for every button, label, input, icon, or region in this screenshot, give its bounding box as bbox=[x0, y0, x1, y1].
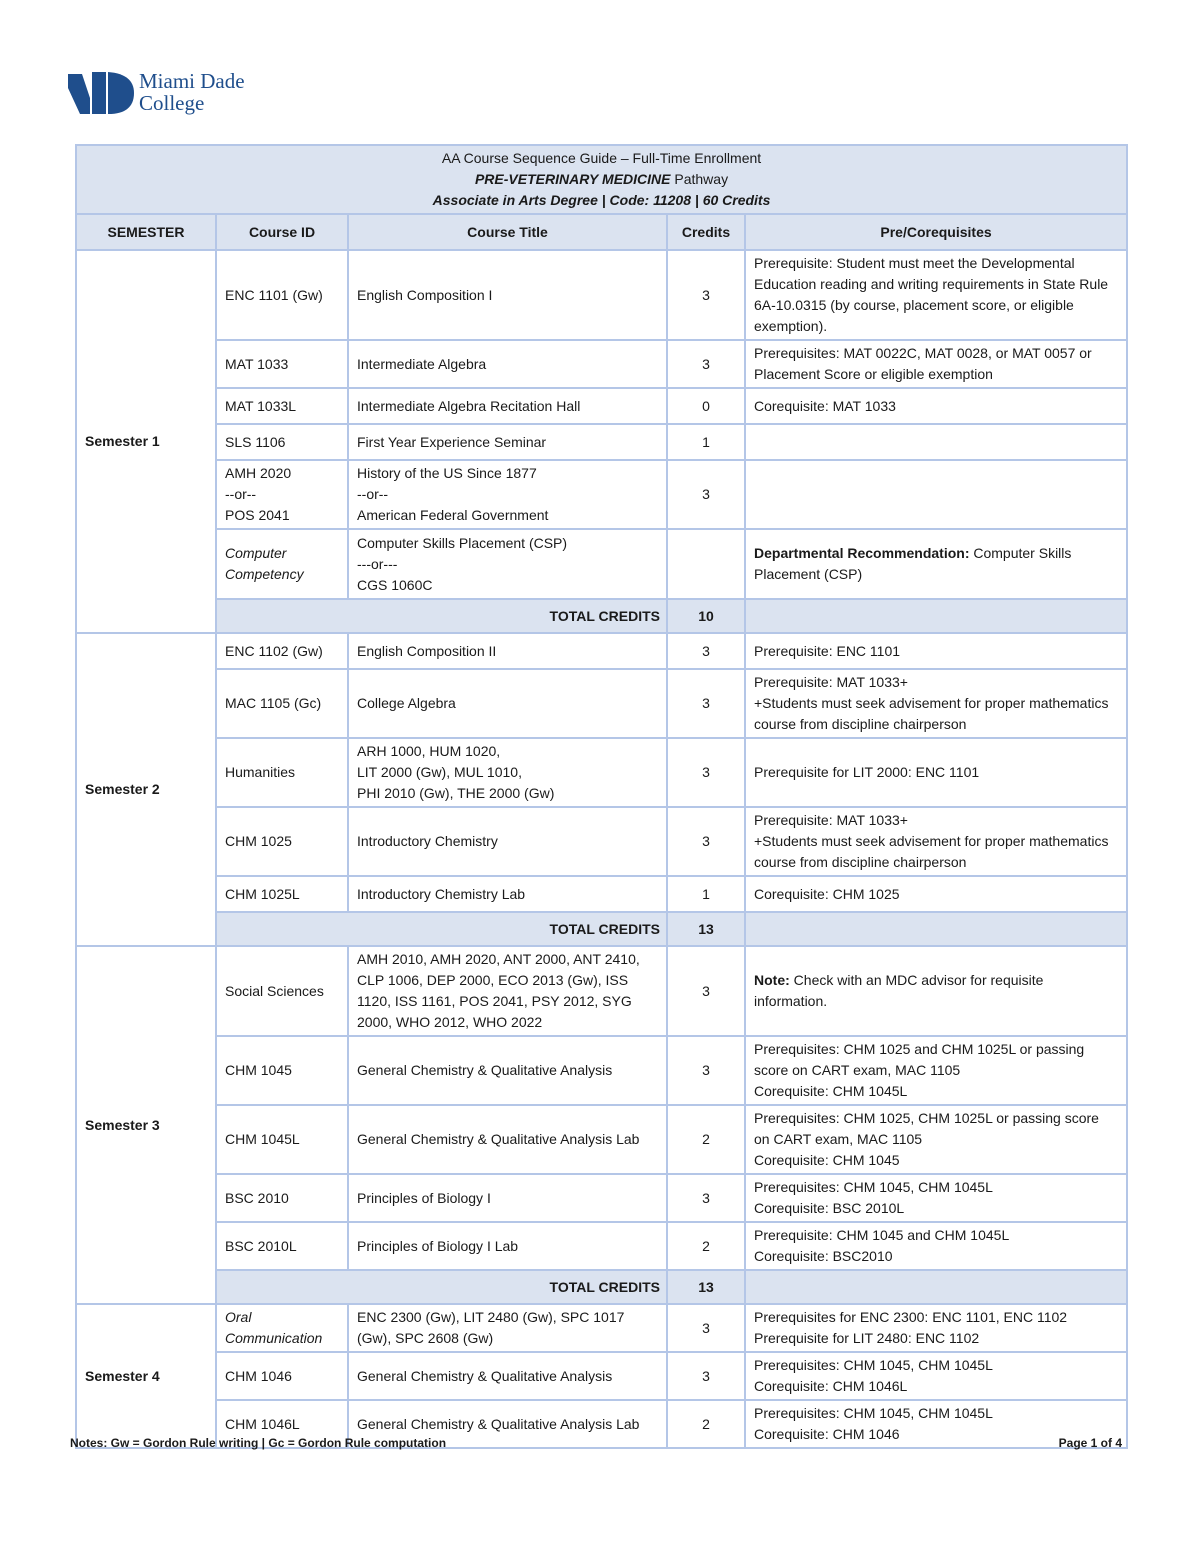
course-id: Social Sciences bbox=[216, 946, 348, 1036]
course-title: Introductory Chemistry bbox=[348, 807, 667, 876]
course-id: ENC 1101 (Gw) bbox=[216, 250, 348, 340]
course-credits: 3 bbox=[667, 807, 745, 876]
table-row bbox=[76, 807, 1127, 876]
requisite-line: Corequisite: CHM 1045L bbox=[754, 1083, 908, 1099]
table-row bbox=[76, 876, 1127, 912]
table-row bbox=[76, 529, 1127, 599]
course-title: General Chemistry & Qualitative Analysis bbox=[348, 1352, 667, 1400]
course-credits: 3 bbox=[667, 738, 745, 807]
requisite-line: Prerequisites: CHM 1025 and CHM 1025L or passing score on CART exam, MAC 1105 bbox=[754, 1041, 1085, 1078]
logo-line-2: College bbox=[139, 91, 205, 115]
course-requisites bbox=[745, 669, 1127, 738]
table-row bbox=[76, 424, 1127, 460]
or-separator: --or-- bbox=[357, 486, 389, 502]
requisite-line: Corequisite: BSC2010 bbox=[754, 1248, 893, 1264]
course-sequence-table bbox=[75, 144, 1128, 1449]
total-credits-label: TOTAL CREDITS bbox=[216, 1270, 667, 1304]
logo-text bbox=[139, 70, 245, 114]
course-requisites bbox=[745, 460, 1127, 529]
course-id: BSC 2010L bbox=[216, 1222, 348, 1270]
course-credits: 1 bbox=[667, 876, 745, 912]
table-row bbox=[76, 250, 1127, 340]
course-id-option-2: POS 2041 bbox=[225, 507, 290, 523]
course-title-option-2: CGS 1060C bbox=[357, 576, 433, 593]
total-empty-cell bbox=[745, 1270, 1127, 1304]
requisite-line: Prerequisite for LIT 2480: ENC 1102 bbox=[754, 1330, 980, 1346]
table-row bbox=[76, 388, 1127, 424]
course-title bbox=[348, 529, 667, 599]
table-row bbox=[76, 946, 1127, 1036]
course-id: MAC 1105 (Gc) bbox=[216, 669, 348, 738]
course-requisites bbox=[745, 1174, 1127, 1222]
course-title: AMH 2010, AMH 2020, ANT 2000, ANT 2410, CLP 1006, DEP 2000, ECO 2013 (Gw), ISS 1120, ISS 1161, POS 2041, PSY 2012, SYG 2000, WHO 2012, WHO 2022 bbox=[348, 946, 667, 1036]
semester-1-label: Semester 1 bbox=[76, 250, 216, 633]
course-id: CHM 1046 bbox=[216, 1352, 348, 1400]
course-title-line: ARH 1000, HUM 1020, bbox=[357, 743, 501, 759]
requisite-text: Check with an MDC advisor for requisite information. bbox=[754, 972, 1044, 1009]
semester-2-label: Semester 2 bbox=[76, 633, 216, 946]
course-credits: 3 bbox=[667, 250, 745, 340]
course-title: General Chemistry & Qualitative Analysis Lab bbox=[348, 1105, 667, 1174]
course-credits: 3 bbox=[667, 1174, 745, 1222]
course-requisites bbox=[745, 1304, 1127, 1352]
course-id: CHM 1025 bbox=[216, 807, 348, 876]
course-requisites bbox=[745, 1222, 1127, 1270]
course-id: CHM 1045L bbox=[216, 1105, 348, 1174]
requisite-line: Prerequisites: CHM 1045, CHM 1045L bbox=[754, 1405, 993, 1421]
table-row bbox=[76, 1174, 1127, 1222]
course-id bbox=[216, 460, 348, 529]
requisite-line: Prerequisites: CHM 1025, CHM 1025L or passing score on CART exam, MAC 1105 bbox=[754, 1110, 1099, 1147]
course-credits: 1 bbox=[667, 424, 745, 460]
requisite-label: Departmental Recommendation: bbox=[754, 545, 970, 561]
total-credits-value: 13 bbox=[667, 1270, 745, 1304]
course-title-line: LIT 2000 (Gw), MUL 1010, bbox=[357, 764, 522, 780]
course-title: General Chemistry & Qualitative Analysis Lab bbox=[348, 1400, 667, 1448]
table-row bbox=[76, 340, 1127, 388]
table-row bbox=[76, 738, 1127, 807]
course-requisites bbox=[745, 1352, 1127, 1400]
table-row bbox=[76, 1105, 1127, 1174]
course-credits: 3 bbox=[667, 1036, 745, 1105]
course-id: Humanities bbox=[216, 738, 348, 807]
course-requisites: Corequisite: MAT 1033 bbox=[745, 388, 1127, 424]
col-credits: Credits bbox=[667, 214, 745, 250]
course-title: College Algebra bbox=[348, 669, 667, 738]
requisite-line: +Students must seek advisement for proper mathematics course from discipline chairperson bbox=[754, 833, 1109, 870]
footer-notes: Notes: Gw = Gordon Rule writing | Gc = Gordon Rule computation bbox=[70, 1436, 447, 1450]
semester-4-label: Semester 4 bbox=[76, 1304, 216, 1448]
requisite-line: Prerequisites: CHM 1045, CHM 1045L bbox=[754, 1179, 993, 1195]
requisite-line: Prerequisites for ENC 2300: ENC 1101, ENC 1102 bbox=[754, 1309, 1068, 1325]
requisite-text: Computer Skills Placement (CSP) bbox=[754, 545, 1072, 582]
course-credits: 3 bbox=[667, 946, 745, 1036]
total-row bbox=[76, 599, 1127, 633]
course-requisites bbox=[745, 424, 1127, 460]
course-title: English Composition I bbox=[348, 250, 667, 340]
requisite-line: +Students must seek advisement for proper mathematics course from discipline chairperson bbox=[754, 695, 1109, 732]
course-title: First Year Experience Seminar bbox=[348, 424, 667, 460]
course-title: Introductory Chemistry Lab bbox=[348, 876, 667, 912]
course-credits: 2 bbox=[667, 1222, 745, 1270]
course-credits bbox=[667, 529, 745, 599]
semester-3-label: Semester 3 bbox=[76, 946, 216, 1304]
course-title-option-2: American Federal Government bbox=[357, 507, 549, 523]
course-id: CHM 1045 bbox=[216, 1036, 348, 1105]
logo-mark-icon bbox=[68, 68, 134, 116]
requisite-line: Prerequisite: CHM 1045 and CHM 1045L bbox=[754, 1227, 1010, 1243]
course-id: CHM 1046L bbox=[216, 1400, 348, 1448]
course-id: CHM 1025L bbox=[216, 876, 348, 912]
course-requisites bbox=[745, 1036, 1127, 1105]
table-header-banner bbox=[76, 145, 1127, 214]
total-empty-cell bbox=[745, 912, 1127, 946]
col-requisites: Pre/Corequisites bbox=[745, 214, 1127, 250]
logo-line-1: Miami Dade bbox=[139, 69, 245, 93]
table-row bbox=[76, 1352, 1127, 1400]
requisite-line: Corequisite: CHM 1046L bbox=[754, 1378, 908, 1394]
requisite-label: Note: bbox=[754, 972, 790, 988]
course-requisites: Prerequisite: Student must meet the Developmental Education reading and writing requirements in State Rule 6A-10.0315 (by course, placement score, or eligible exemption). bbox=[745, 250, 1127, 340]
course-title: Intermediate Algebra bbox=[348, 340, 667, 388]
course-id: SLS 1106 bbox=[216, 424, 348, 460]
course-credits: 3 bbox=[667, 340, 745, 388]
course-title: ENC 2300 (Gw), LIT 2480 (Gw), SPC 1017 (Gw), SPC 2608 (Gw) bbox=[348, 1304, 667, 1352]
course-title: Intermediate Algebra Recitation Hall bbox=[348, 388, 667, 424]
requisite-line: Corequisite: CHM 1045 bbox=[754, 1152, 900, 1168]
guide-title: AA Course Sequence Guide – Full-Time Enrollment bbox=[441, 150, 762, 166]
table-row bbox=[76, 1304, 1127, 1352]
college-logo bbox=[68, 68, 268, 118]
total-credits-label: TOTAL CREDITS bbox=[216, 599, 667, 633]
course-requisites: Corequisite: CHM 1025 bbox=[745, 876, 1127, 912]
course-credits: 2 bbox=[667, 1105, 745, 1174]
table-row bbox=[76, 669, 1127, 738]
total-credits-value: 13 bbox=[667, 912, 745, 946]
column-header-row bbox=[76, 214, 1127, 250]
course-requisites bbox=[745, 807, 1127, 876]
course-requisites: Prerequisite for LIT 2000: ENC 1101 bbox=[745, 738, 1127, 807]
course-requisites bbox=[745, 1105, 1127, 1174]
total-empty-cell bbox=[745, 599, 1127, 633]
requisite-line: Prerequisites: CHM 1045, CHM 1045L bbox=[754, 1357, 993, 1373]
course-credits: 2 bbox=[667, 1400, 745, 1448]
table-row bbox=[76, 1036, 1127, 1105]
or-separator: ---or--- bbox=[357, 555, 398, 572]
course-title-option-1: History of the US Since 1877 bbox=[357, 465, 537, 481]
course-requisites bbox=[745, 529, 1127, 599]
course-requisites: Prerequisite: ENC 1101 bbox=[745, 633, 1127, 669]
pathway-suffix: Pathway bbox=[670, 171, 729, 187]
pathway-line bbox=[85, 169, 1118, 190]
page-number: Page 1 of 4 bbox=[1058, 1436, 1122, 1450]
course-title bbox=[348, 460, 667, 529]
table-row bbox=[76, 1222, 1127, 1270]
total-credits-label: TOTAL CREDITS bbox=[216, 912, 667, 946]
course-id: BSC 2010 bbox=[216, 1174, 348, 1222]
col-course-title: Course Title bbox=[348, 214, 667, 250]
course-title-option-1: Computer Skills Placement (CSP) bbox=[357, 534, 568, 551]
total-row bbox=[76, 912, 1127, 946]
course-credits: 3 bbox=[667, 669, 745, 738]
course-credits: 3 bbox=[667, 1352, 745, 1400]
course-id-option-1: AMH 2020 bbox=[225, 465, 292, 481]
course-title: English Composition II bbox=[348, 633, 667, 669]
course-id: MAT 1033 bbox=[216, 340, 348, 388]
course-id: MAT 1033L bbox=[216, 388, 348, 424]
course-credits: 0 bbox=[667, 388, 745, 424]
col-course-id: Course ID bbox=[216, 214, 348, 250]
requisite-line: Prerequisite: MAT 1033+ bbox=[754, 674, 908, 690]
course-credits: 3 bbox=[667, 1304, 745, 1352]
course-requisites bbox=[745, 946, 1127, 1036]
table-row bbox=[76, 633, 1127, 669]
course-requisites: Prerequisites: MAT 0022C, MAT 0028, or MAT 0057 or Placement Score or eligible exemption bbox=[745, 340, 1127, 388]
col-semester: SEMESTER bbox=[76, 214, 216, 250]
course-credits: 3 bbox=[667, 460, 745, 529]
course-id: Computer Competency bbox=[216, 529, 348, 599]
course-title: Principles of Biology I bbox=[348, 1174, 667, 1222]
requisite-line: Prerequisite: MAT 1033+ bbox=[754, 812, 908, 828]
requisite-line: Corequisite: CHM 1046 bbox=[754, 1426, 900, 1442]
or-separator: --or-- bbox=[225, 486, 257, 502]
course-title: General Chemistry & Qualitative Analysis bbox=[348, 1036, 667, 1105]
course-title: Principles of Biology I Lab bbox=[348, 1222, 667, 1270]
course-id: Oral Communication bbox=[216, 1304, 348, 1352]
pathway-name: PRE-VETERINARY MEDICINE bbox=[474, 171, 671, 187]
degree-line: Associate in Arts Degree | Code: 11208 | 60 Credits bbox=[432, 192, 771, 208]
course-id: ENC 1102 (Gw) bbox=[216, 633, 348, 669]
course-credits: 3 bbox=[667, 633, 745, 669]
requisite-line: Corequisite: BSC 2010L bbox=[754, 1200, 905, 1216]
course-title bbox=[348, 738, 667, 807]
table-row bbox=[76, 460, 1127, 529]
course-title-line: PHI 2010 (Gw), THE 2000 (Gw) bbox=[357, 785, 555, 801]
total-row bbox=[76, 1270, 1127, 1304]
guide-title-cell bbox=[76, 145, 1127, 214]
total-credits-value: 10 bbox=[667, 599, 745, 633]
